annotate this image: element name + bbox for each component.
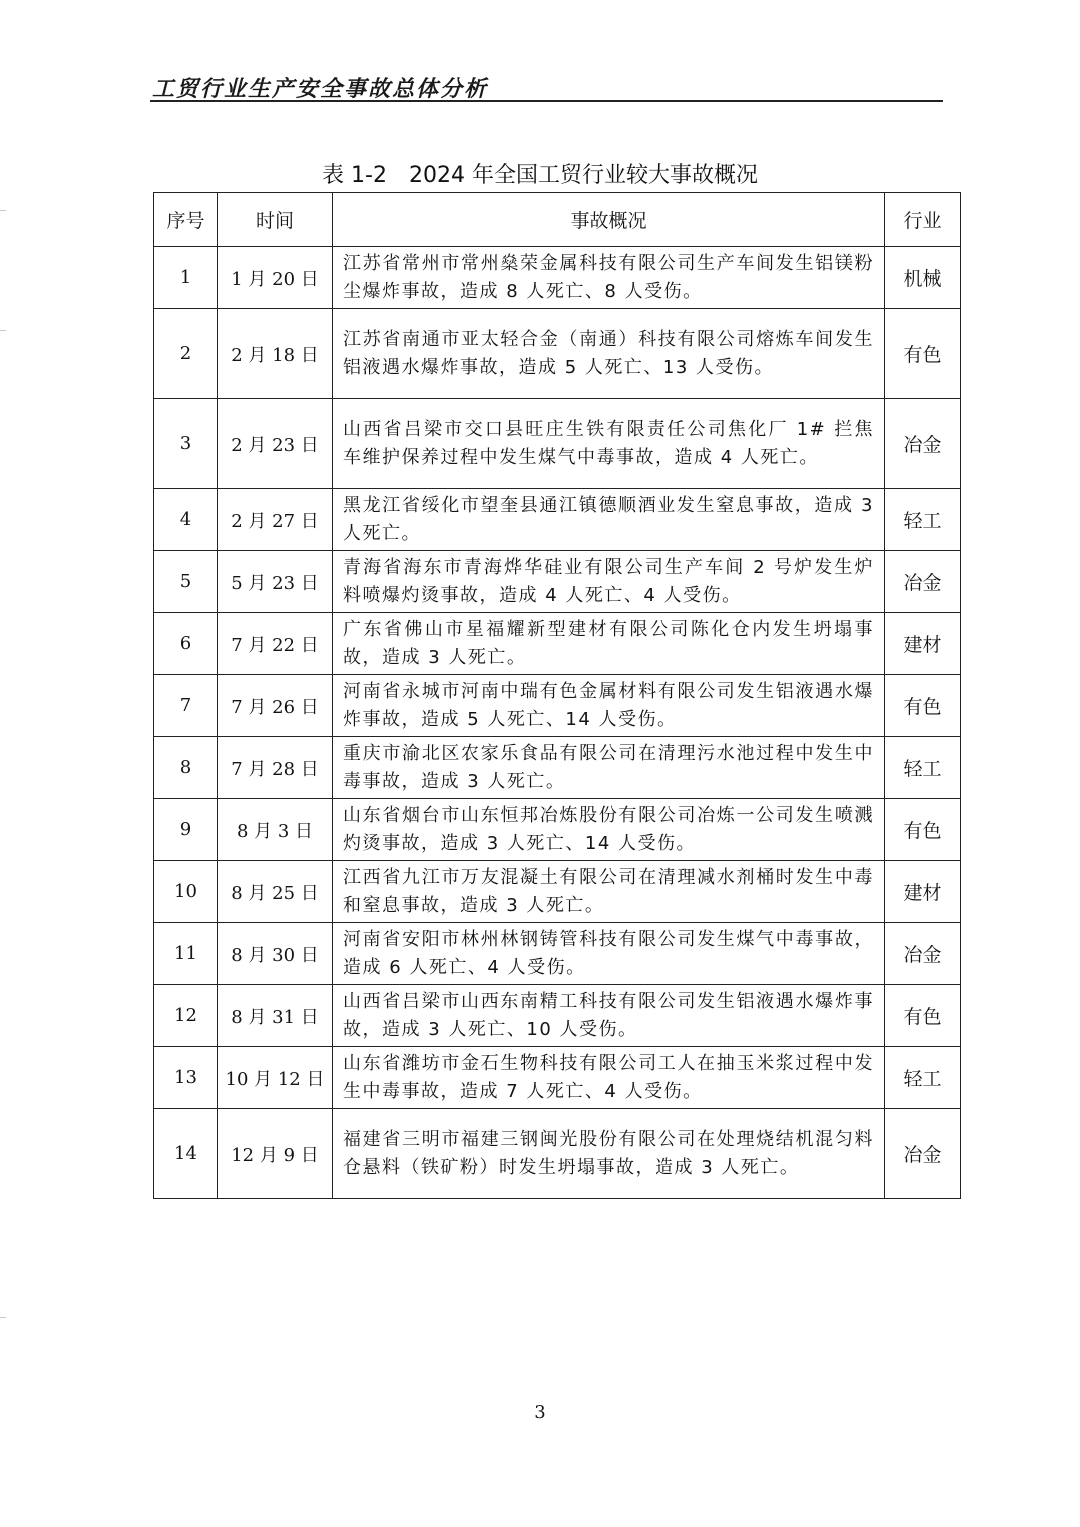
- cell-date: 2 月 18 日: [218, 309, 333, 399]
- cell-industry: 有色: [885, 309, 961, 399]
- cell-seq: 11: [154, 923, 218, 985]
- table-row: [154, 247, 961, 309]
- cell-date: 7 月 22 日: [218, 613, 333, 675]
- cell-date: 5 月 23 日: [218, 551, 333, 613]
- accident-table: [153, 192, 961, 1199]
- cell-desc: 河南省安阳市林州林钢铸管科技有限公司发生煤气中毒事故，造成 6 人死亡、4 人受伤。: [333, 923, 885, 985]
- cell-industry: 机械: [885, 247, 961, 309]
- cell-date: 7 月 28 日: [218, 737, 333, 799]
- page-number: 3: [534, 1402, 546, 1423]
- scan-edge-mark: [0, 1317, 6, 1318]
- cell-desc: 山东省潍坊市金石生物科技有限公司工人在抽玉米浆过程中发生中毒事故，造成 7 人死亡、4 人受伤。: [333, 1047, 885, 1109]
- cell-industry: 轻工: [885, 737, 961, 799]
- cell-date: 10 月 12 日: [218, 1047, 333, 1109]
- cell-desc: 江苏省南通市亚太轻合金（南通）科技有限公司熔炼车间发生铝液遇水爆炸事故，造成 5 人死亡、13 人受伤。: [333, 309, 885, 399]
- cell-seq: 3: [154, 399, 218, 489]
- table-header-row: [154, 193, 961, 247]
- table-row: [154, 737, 961, 799]
- table-row: [154, 985, 961, 1047]
- cell-date: 12 月 9 日: [218, 1109, 333, 1199]
- cell-industry: 建材: [885, 861, 961, 923]
- cell-seq: 9: [154, 799, 218, 861]
- cell-date: 8 月 31 日: [218, 985, 333, 1047]
- cell-industry: 冶金: [885, 923, 961, 985]
- column-header-desc: 事故概况: [333, 193, 885, 247]
- cell-industry: 冶金: [885, 551, 961, 613]
- cell-industry: 有色: [885, 985, 961, 1047]
- cell-seq: 1: [154, 247, 218, 309]
- cell-seq: 12: [154, 985, 218, 1047]
- running-header: 工贸行业生产安全事故总体分析: [152, 77, 489, 102]
- table-title: 表 1-2 2024 年全国工贸行业较大事故概况: [322, 163, 758, 188]
- cell-date: 1 月 20 日: [218, 247, 333, 309]
- table-row: [154, 861, 961, 923]
- cell-industry: 冶金: [885, 399, 961, 489]
- table-row: [154, 399, 961, 489]
- table-row: [154, 923, 961, 985]
- cell-date: 7 月 26 日: [218, 675, 333, 737]
- cell-desc: 江西省九江市万友混凝土有限公司在清理减水剂桶时发生中毒和窒息事故，造成 3 人死亡。: [333, 861, 885, 923]
- cell-desc: 广东省佛山市星福耀新型建材有限公司陈化仓内发生坍塌事故，造成 3 人死亡。: [333, 613, 885, 675]
- cell-desc: 黑龙江省绥化市望奎县通江镇德顺酒业发生窒息事故，造成 3 人死亡。: [333, 489, 885, 551]
- cell-desc: 河南省永城市河南中瑞有色金属材料有限公司发生铝液遇水爆炸事故，造成 5 人死亡、14 人受伤。: [333, 675, 885, 737]
- cell-industry: 轻工: [885, 1047, 961, 1109]
- cell-industry: 冶金: [885, 1109, 961, 1199]
- table-row: [154, 309, 961, 399]
- cell-desc: 江苏省常州市常州燊荣金属科技有限公司生产车间发生铝镁粉尘爆炸事故，造成 8 人死亡、8 人受伤。: [333, 247, 885, 309]
- cell-seq: 7: [154, 675, 218, 737]
- scan-edge-mark: [0, 210, 6, 211]
- scan-edge-mark: [0, 330, 6, 331]
- column-header-industry: 行业: [885, 193, 961, 247]
- cell-industry: 建材: [885, 613, 961, 675]
- cell-desc: 青海省海东市青海烨华硅业有限公司生产车间 2 号炉发生炉料喷爆灼烫事故，造成 4 人死亡、4 人受伤。: [333, 551, 885, 613]
- cell-desc: 山西省吕梁市山西东南精工科技有限公司发生铝液遇水爆炸事故，造成 3 人死亡、10 人受伤。: [333, 985, 885, 1047]
- table-row: [154, 799, 961, 861]
- cell-desc: 山东省烟台市山东恒邦冶炼股份有限公司冶炼一公司发生喷溅灼烫事故，造成 3 人死亡、14 人受伤。: [333, 799, 885, 861]
- table-row: [154, 613, 961, 675]
- cell-industry: 轻工: [885, 489, 961, 551]
- cell-industry: 有色: [885, 799, 961, 861]
- table-row: [154, 551, 961, 613]
- column-header-seq: 序号: [154, 193, 218, 247]
- cell-desc: 山西省吕梁市交口县旺庄生铁有限责任公司焦化厂 1# 拦焦车维护保养过程中发生煤气中毒事故，造成 4 人死亡。: [333, 399, 885, 489]
- table-row: [154, 489, 961, 551]
- table-row: [154, 1109, 961, 1199]
- cell-desc: 重庆市渝北区农家乐食品有限公司在清理污水池过程中发生中毒事故，造成 3 人死亡。: [333, 737, 885, 799]
- cell-seq: 6: [154, 613, 218, 675]
- cell-date: 8 月 3 日: [218, 799, 333, 861]
- cell-date: 8 月 25 日: [218, 861, 333, 923]
- cell-seq: 4: [154, 489, 218, 551]
- cell-desc: 福建省三明市福建三钢闽光股份有限公司在处理烧结机混匀料仓悬料（铁矿粉）时发生坍塌事故，造成 3 人死亡。: [333, 1109, 885, 1199]
- column-header-date: 时间: [218, 193, 333, 247]
- cell-date: 8 月 30 日: [218, 923, 333, 985]
- table-row: [154, 675, 961, 737]
- header-rule: [150, 100, 943, 102]
- cell-seq: 5: [154, 551, 218, 613]
- cell-seq: 2: [154, 309, 218, 399]
- cell-industry: 有色: [885, 675, 961, 737]
- cell-date: 2 月 23 日: [218, 399, 333, 489]
- table-row: [154, 1047, 961, 1109]
- cell-seq: 14: [154, 1109, 218, 1199]
- cell-date: 2 月 27 日: [218, 489, 333, 551]
- cell-seq: 10: [154, 861, 218, 923]
- cell-seq: 8: [154, 737, 218, 799]
- cell-seq: 13: [154, 1047, 218, 1109]
